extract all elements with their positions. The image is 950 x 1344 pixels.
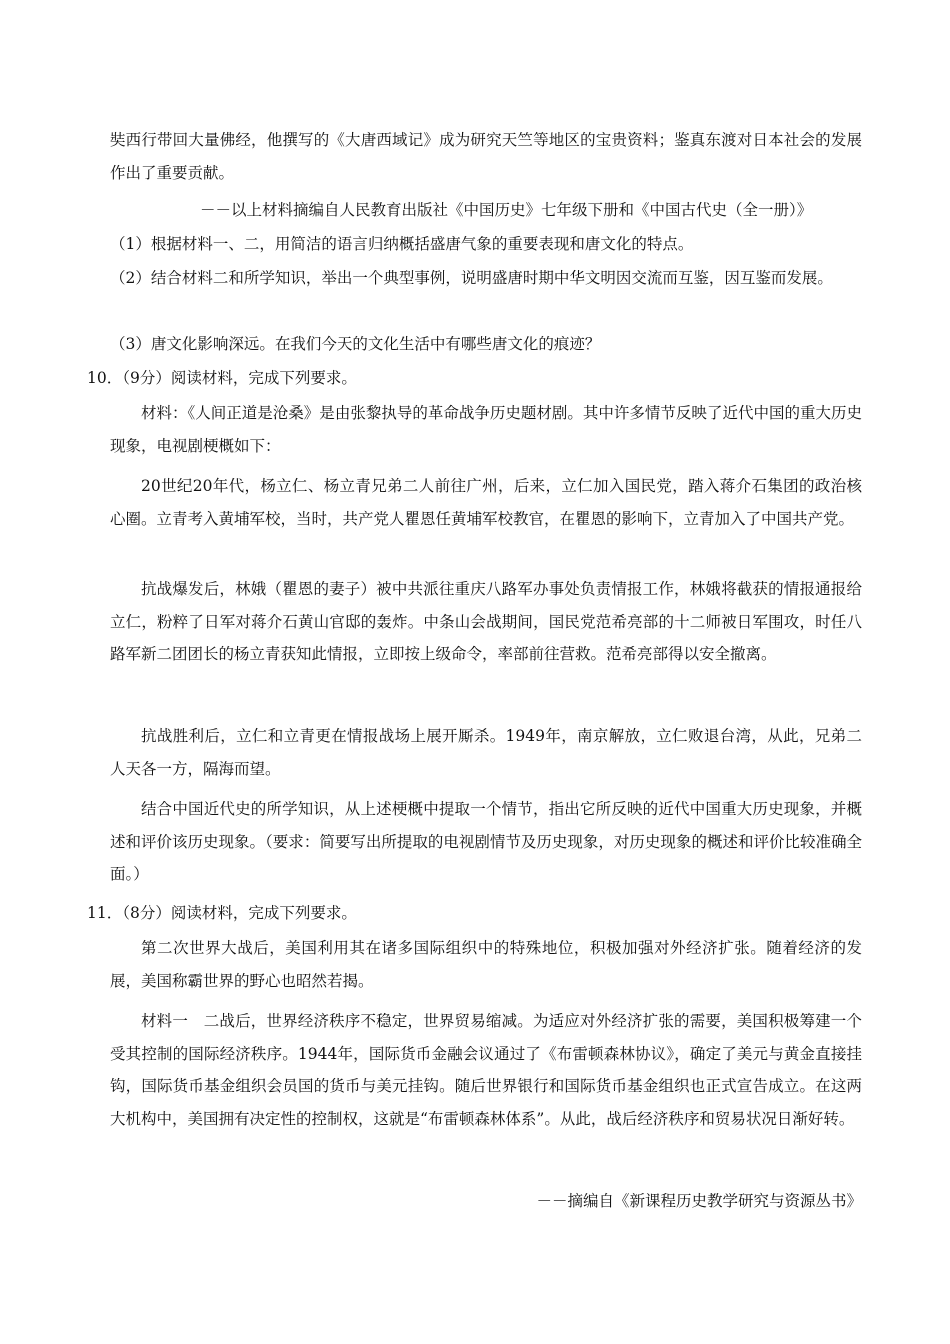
q9-sub1: （1）根据材料一、二，用简洁的语言归纳概括盛唐气象的重要表现和唐文化的特点。 (110, 235, 694, 253)
q10-plot-1: 20世纪20年代，杨立仁、杨立青兄弟二人前往广州，后来，立仁加入国民党，踏入蒋介石集团的政治核心圈。立青考入黄埔军校，当时，共产党人瞿恩任黄埔军校教官，在瞿恩的影响下，立青加入了中国共产党。 (110, 477, 862, 528)
q11-material-1: 材料一 二战后，世界经济秩序不稳定，世界贸易缩减。为适应对外经济扩张的需要，美国积极筹建一个受其控制的国际经济秩序。1944年，国际货币金融会议通过了《布雷顿森林协议》，确定了美元与黄金直接挂钩，国际货币基金组织会员国的货币与美元挂钩。随后世界银行和国际货币基金组织也正式宣告成立。在这两大机构中，美国拥有决定性的控制权，这就是“布雷顿森林体系”。从此，战后经济秩序和贸易状况日渐好转。 (110, 1012, 862, 1128)
q11-intro: 第二次世界大战后，美国利用其在诸多国际组织中的特殊地位，积极加强对外经济扩张。随着经济的发展，美国称霸世界的野心也昭然若揭。 (110, 939, 862, 990)
q11-header: 11．（8分）阅读材料，完成下列要求。 (87, 904, 357, 922)
q11-source: －－摘编自《新课程历史教学研究与资源丛书》 (536, 1192, 862, 1210)
q10-material-intro: 材料：《人间正道是沧桑》是由张黎执导的革命战争历史题材剧。其中许多情节反映了近代中国的重大历史现象，电视剧梗概如下： (110, 404, 862, 455)
q9-sub3: （3）唐文化影响深远。在我们今天的文化生活中有哪些唐文化的痕迹？ (110, 335, 601, 353)
q9-material-end: 奘西行带回大量佛经，他撰写的《大唐西域记》成为研究天竺等地区的宝贵资料；鉴真东渡对日本社会的发展作出了重要贡献。 (110, 131, 862, 182)
q10-header: 10．（9分）阅读材料，完成下列要求。 (87, 369, 357, 387)
q10-plot-2: 抗战爆发后，林娥（瞿恩的妻子）被中共派往重庆八路军办事处负责情报工作，林娥将截获的情报通报给立仁，粉粹了日军对蒋介石黄山官邸的轰炸。中条山会战期间，国民党范希亮部的十二师被日军围攻，时任八路军新二团团长的杨立青获知此情报，立即按上级命令，率部前往营救。范希亮部得以安全撤离。 (110, 580, 862, 663)
q9-sub2: （2）结合材料二和所学知识，举出一个典型事例，说明盛唐时期中华文明因交流而互鉴，因互鉴而发展。 (110, 269, 833, 287)
q9-source: －－以上材料摘编自人民教育出版社《中国历史》七年级下册和《中国古代史（全一册）》 (200, 201, 813, 219)
q10-plot-3: 抗战胜利后，立仁和立青更在情报战场上展开厮杀。1949年，南京解放，立仁败退台湾，从此，兄弟二人天各一方，隔海而望。 (110, 727, 862, 778)
q10-task: 结合中国近代史的所学知识，从上述梗概中提取一个情节，指出它所反映的近代中国重大历史现象，并概述和评价该历史现象。（要求：简要写出所提取的电视剧情节及历史现象，对历史现象的概述和评价比较准确全面。） (110, 800, 862, 883)
